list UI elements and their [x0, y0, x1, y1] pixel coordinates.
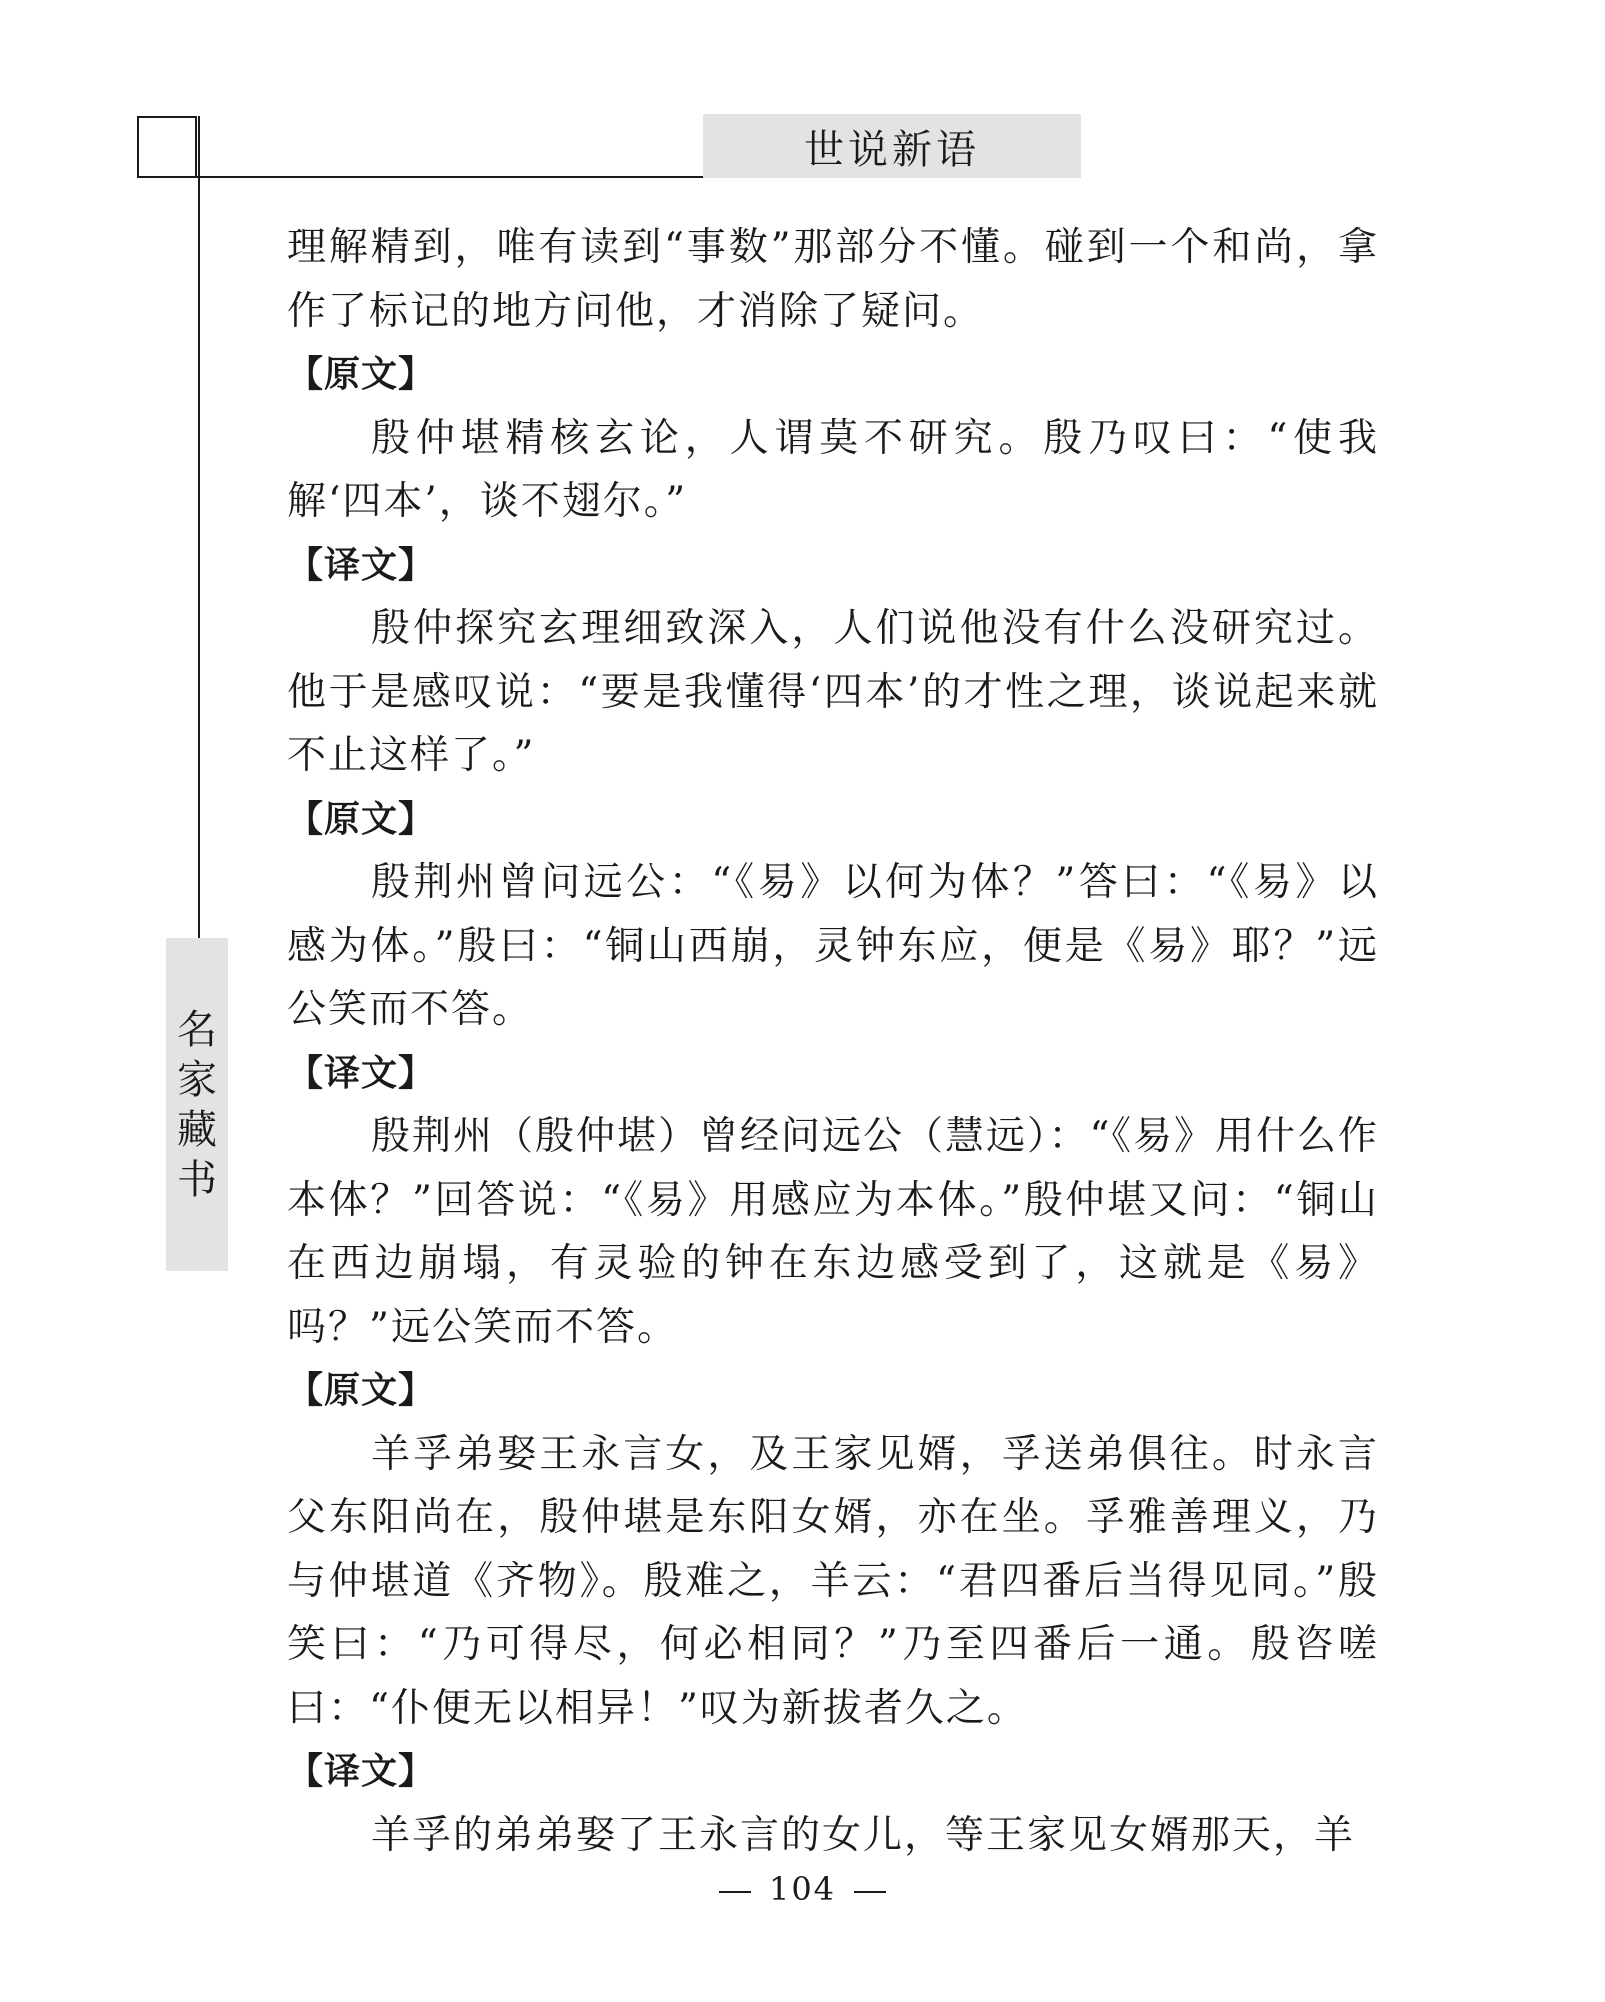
header-corner-box: [137, 116, 197, 178]
paragraph-translation: 羊孚的弟弟娶了王永言的女儿，等王家见女婿那天，羊: [371, 1812, 1356, 1858]
page-number-dash-right: [854, 1891, 886, 1893]
running-header-title: 世说新语: [703, 114, 1081, 178]
paragraph-original: 殷荆州曾问远公：“《易》以何为体？”答曰：“《易》以感为体。”殷曰：“铜山西崩，灵钟东应，便是《易》耶？”远公笑而不答。: [287, 860, 1379, 1032]
paragraph-translation: 殷仲探究玄理细致深入，人们说他没有什么没研究过。他于是感叹说：“要是我懂得‘四本’的才性之理，谈说起来就不止这样了。”: [287, 606, 1379, 778]
section-label-translation: 【译文】: [287, 1751, 436, 1792]
side-tab-char: 书: [177, 1156, 217, 1203]
section-label-original: 【原文】: [287, 354, 436, 395]
side-tab-char: 名: [177, 1006, 217, 1053]
paragraph-original: 殷仲堪精核玄论，人谓莫不研究。殷乃叹曰：“使我解‘四本’，谈不翅尔。”: [287, 415, 1379, 524]
page-number-value: 104: [768, 1870, 837, 1908]
side-tab-series: [166, 938, 228, 1271]
paragraph-translation-continued: 理解精到，唯有读到“事数”那部分不懂。碰到一个和尚，拿作了标记的地方问他，才消除了疑问。: [287, 225, 1379, 334]
header-rule: [137, 176, 703, 178]
page-number-dash-left: [719, 1891, 751, 1893]
margin-vertical-rule: [198, 116, 200, 938]
section-label-original: 【原文】: [287, 1370, 436, 1411]
page-number: [0, 1870, 1605, 1908]
section-label-translation: 【译文】: [287, 1052, 436, 1094]
side-tab-char: 家: [177, 1056, 217, 1103]
paragraph-translation: 殷荆州（殷仲堪）曾经问远公（慧远）：“《易》用什么作本体？”回答说：“《易》用感应为本体。”殷仲堪又问：“铜山在西边崩塌，有灵验的钟在东边感受到了，这就是《易》吗？”远公笑而不答。: [287, 1114, 1379, 1350]
section-label-original: 【原文】: [287, 798, 436, 840]
paragraph-original: 羊孚弟娶王永言女，及王家见婿，孚送弟俱往。时永言父东阳尚在，殷仲堪是东阳女婿，亦在坐。孚雅善理义，乃与仲堪道《齐物》。殷难之，羊云：“君四番后当得见同。”殷笑曰：“乃可得尽，何必相同？”乃至四番后一通。殷咨嗟曰：“仆便无以相异！”叹为新拔者久之。: [287, 1431, 1379, 1731]
side-tab-char: 藏: [177, 1106, 217, 1153]
body-text: [287, 216, 1379, 1867]
section-label-translation: 【译文】: [287, 544, 436, 586]
